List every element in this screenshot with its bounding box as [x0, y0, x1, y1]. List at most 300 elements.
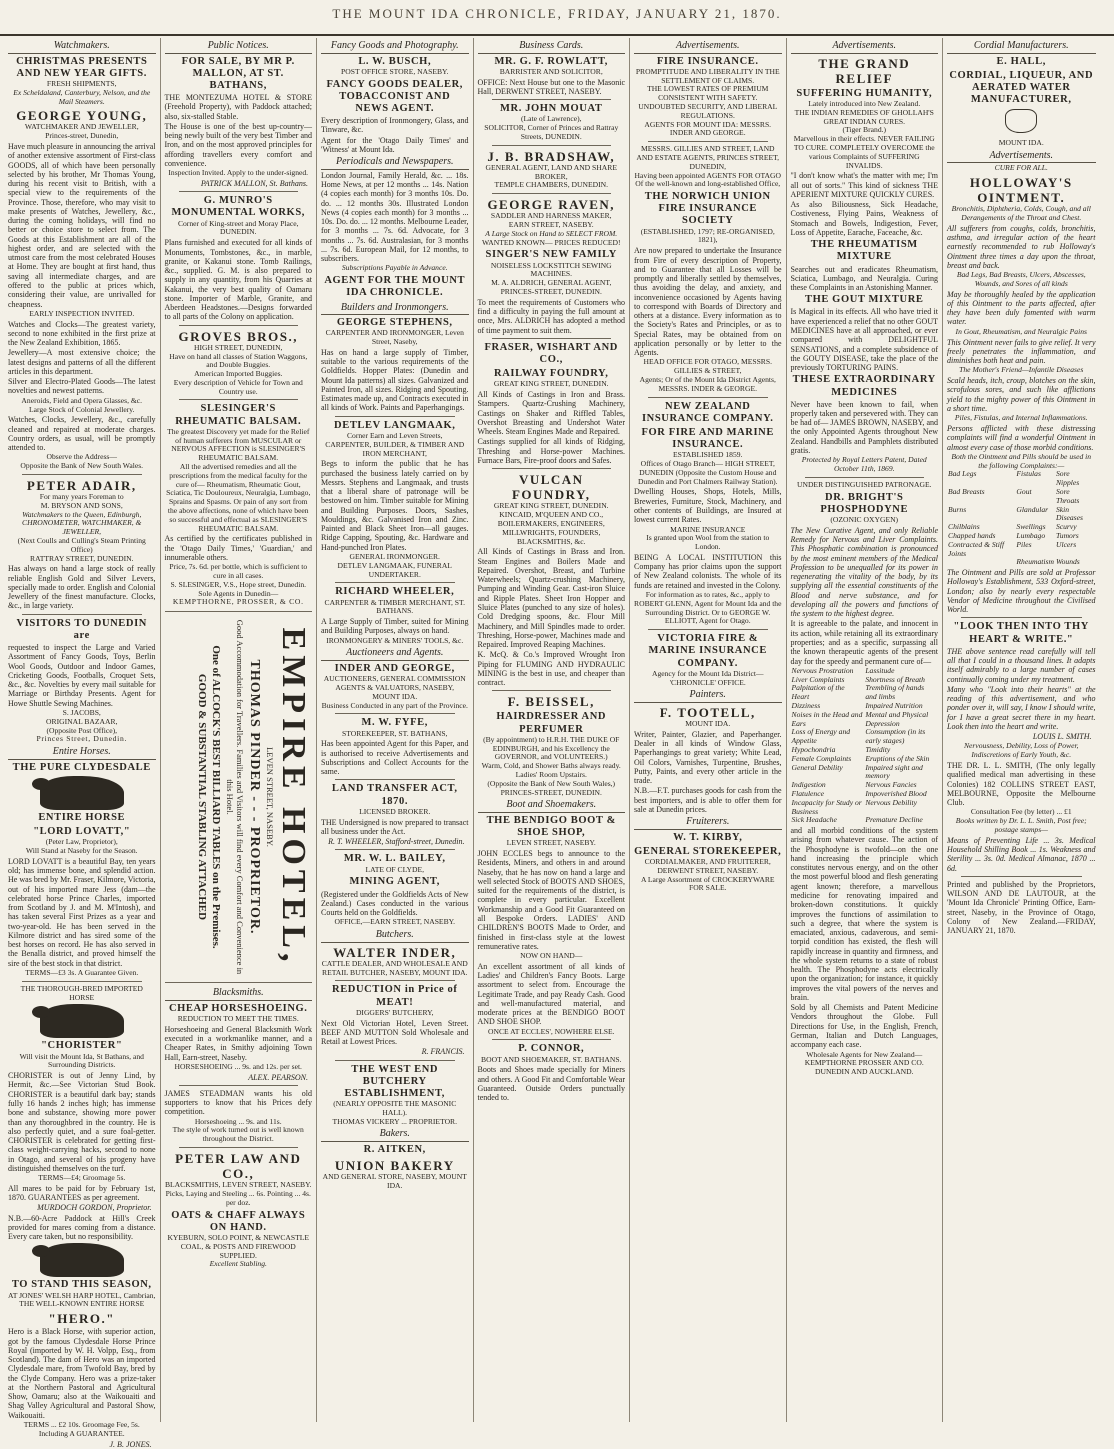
ad-subheading: For many years Foreman to	[39, 492, 124, 502]
ad-body: Has on hand a large supply of Timber, suitable to the various requirements of the Goldfields. Hopper Plates: (Dunedin and Mount Ida patterns) all sizes. Galvanized and Painted Iron, all sizes. Ridging and Spouting. Estimates made up, and Contracts executed in all kinds of Work. Paints and Paperhangings.	[321, 347, 469, 413]
table-cell: Dizziness	[791, 700, 821, 710]
ad-heading: FANCY GOODS DEALER, TOBACCONIST AND NEWS AGENT.	[326, 78, 464, 114]
section-heading: Fancy Goods and Photography.	[321, 40, 469, 54]
ad-body: Large Stock of Colonial Jewellery.	[29, 404, 135, 414]
ad-body: Agents; Or of the Mount Ida District Agents, MESSRS. INDER & GEORGE.	[639, 375, 776, 393]
table-cell: Piles	[1016, 539, 1032, 549]
ad-body: S. SLESINGER, V.S., Hope street, Dunedin.	[170, 579, 307, 589]
ad-body: Good Accommodation for Travellers. Families and Visitors will find every Comfort and Convenience in this Hotel.	[225, 619, 246, 975]
table-row	[947, 470, 1096, 488]
ad-subheading: (ESTABLISHED, 1797; RE-ORGANISED, 1821),	[640, 226, 775, 245]
ad-body: ONCE AT ECCLES', NOWHERE ELSE.	[487, 1026, 615, 1036]
ad-body: All Kinds of Castings in Iron and Brass. Stampers. Quartz-Crushing Machinery, Castings on Shaker and Riffled Tables, Overshot Breasting and Undershot Water Wheels. Steam Engines Made and Repaired.	[477, 390, 625, 437]
ad-body: SOLICITOR, Corner of Princes and Rattray Streets, DUNEDIN.	[484, 123, 619, 141]
divider	[961, 876, 1082, 877]
ad-subheading: LEVEN STREET, NASEBY.	[506, 838, 596, 848]
ad-body: N.B.—60-Acre Paddock at Hill's Creek provided for mares coming from a distance. Every care taken, but no responsibility.	[8, 1213, 156, 1242]
ad-body: Marvellous in their effects. NEVER FAILING TO CURE. COMPLETELY OVERCOME the various Complaints of SUFFERING INVALIDS.	[793, 134, 935, 170]
ad-heading: ENTIRE HORSE	[38, 811, 126, 823]
ad-body: Never have been known to fail, when properly taken and persevered with. They can be had of— JAMES BROWN, NASEBY, and the only Appointed Agents throughout New Zealand. Handbills and Pamphlets distributed gratis.	[790, 399, 938, 455]
section-heading: Auctioneers and Agents.	[321, 647, 469, 661]
table-row	[791, 764, 939, 782]
table-cell: Liver Complaints	[791, 674, 845, 684]
ad-body: The House is one of the best up-country—being newly built of the very best Timber and Iron, and on the most approved principles for affording travellers every comfort and convenience.	[164, 121, 312, 168]
ad-body: Boots and Shoes made specially for Miners and others. A Good Fit and Comfortable Wear Guaranteed. Outside Orders punctually tended to.	[477, 1065, 625, 1103]
ad-body: K. McQ. & Co.'s Improved Wrought Iron Piping for FLUMING AND HYDRAULIC MINING is the best in use, and cheaper than contract.	[477, 650, 625, 688]
table-cell: Swellings	[1016, 522, 1046, 532]
ad-heading: R. AITKEN,	[363, 1144, 426, 1156]
table-cell: Female Complaints	[791, 753, 852, 763]
table-cell: Tumors	[1055, 530, 1079, 540]
ad-body: THE INDIAN REMEDIES OF GHOLLAH'S GREAT INDIAN CURES.	[794, 107, 934, 126]
section-heading: Advertisements.	[634, 40, 782, 54]
ad-subheading: SUFFERING HUMANITY,	[796, 87, 933, 99]
section-heading: Bakers.	[321, 1128, 469, 1142]
ad-body: THOMAS VICKERY ... PROPRIETOR.	[332, 1116, 458, 1126]
ad-body: Begs to inform the public that he has purchased the business lately carried on by Messrs. Stephens and Langmaak, and trusts that a liberal share of patronage will be bestowed on him. Timber suitable for Mining and Building Purposes. Doors, Sashes, Mouldings, &c. Galvanised Iron and Zinc. Painted and Black Sheet Iron—all gauges. Ridge Capping, Spouting, &c. Hardware and Hand-punched Iron Plates.	[321, 459, 469, 552]
ad-body: An excellent assortment of all kinds of Ladies' and Children's Fancy Boots. Large assortment to select from. Encourage the Legitimate Trade, and pay Ready Cash. Good and well-manufactured material, and moderate prices at the BENDIGO BOOT AND SHOE SHOP.	[477, 961, 625, 1027]
ad-body: Jewellery—A most extensive choice; the latest designs and patterns of all the different articles in this department.	[8, 348, 156, 376]
table-cell: Eruptions of the Skin	[865, 753, 930, 763]
ad-body: Has always on hand a large stock of really reliable English Gold and Silver Levers, specially made to order. English and Colonial Jewellery of the finest manufacture. Clocks, &c., in large variety.	[8, 564, 156, 611]
section-heading: Public Notices.	[165, 40, 313, 54]
ad-body: (NEARLY OPPOSITE THE MASONIC HALL).	[333, 1099, 457, 1117]
ad-body: Has been appointed Agent for this Paper, and is authorised to receive Advertisements and Subscriptions and Collect Accounts for the same.	[321, 739, 469, 777]
divider	[335, 1060, 455, 1061]
ad-subheading: REDUCTION TO MEET THE TIMES.	[177, 1013, 299, 1023]
ad-subheading: Princes-street, Dunedin,	[45, 131, 119, 141]
ad-body: DETLEV LANGMAAK, FUNERAL UNDERTAKER.	[337, 560, 452, 579]
table-row	[947, 558, 1096, 567]
table-cell: Consumption (in its early stages)	[865, 727, 926, 746]
ad-subheading: In Gout, Rheumatism, and Neuralgic Pains	[955, 326, 1087, 336]
ad-heading: VULCAN FOUNDRY,	[511, 472, 591, 503]
section-heading: Watchmakers.	[8, 40, 156, 54]
divider	[492, 193, 612, 194]
divider	[492, 338, 612, 339]
table-cell: Sore Throats	[1055, 486, 1080, 505]
ad-body: Having been appointed AGENTS FOR OTAGO Of the well-known and long-established Office,	[634, 170, 781, 189]
ad-heading: GEORGE YOUNG,	[16, 108, 148, 124]
table-cell: Sore Nipples	[1055, 469, 1080, 488]
ad-subheading: CARPENTER AND IRONMONGER, Leven Street, Naseby,	[325, 328, 464, 347]
ad-body: Lately introduced into New Zealand.	[808, 98, 921, 108]
horse-illustration	[40, 1243, 124, 1277]
ad-body: Agency for the Mount Ida District—	[651, 668, 764, 678]
ad-body: KINCAID, M'QUEEN AND CO., BOILERMAKERS, ENGINEERS, MILLWRIGHTS, FOUNDERS, BLACKSMITHS, &c.	[497, 510, 605, 546]
ad-body: Observe the Address—	[46, 452, 117, 462]
column-2	[161, 38, 318, 1422]
divider	[492, 99, 612, 100]
divider	[492, 1039, 612, 1040]
table-row	[791, 728, 939, 746]
ad-heading: FRASER, WISHART AND CO.,	[484, 341, 618, 365]
ad-body: The style of work turned out is well known throughout the District.	[172, 1125, 304, 1144]
ad-body: Horseshoeing ... 9s. and 11s.	[194, 1116, 282, 1126]
column-3	[317, 38, 474, 1422]
divider	[335, 849, 455, 850]
ad-subheading: M. BRYSON AND SONS,	[40, 500, 123, 510]
divider	[179, 191, 299, 192]
rotated-advert-text	[165, 614, 311, 980]
ad-body: THE DR. L. L. SMITH, (The only legally qualified medical man advertising in these Colonies) 182 COLLINS STREET EAST, MELBOURNE, Opposite the Melbourne Club.	[947, 761, 1096, 808]
ad-subheading: Piles, Fistulas, and Internal Inflammations.	[954, 413, 1088, 423]
ad-body: To meet the requirements of Customers who find a difficulty in paying the full amount at once, Mrs. ALDRICH has adopted a method of time payment to suit them.	[477, 297, 625, 335]
ad-body: MESSRS. GILLIES AND STREET, LAND AND ESTATE AGENTS, PRINCES STREET, DUNEDIN,	[636, 144, 780, 171]
ad-body: KEMPTHORNE, PROSSER, & CO.	[172, 597, 304, 607]
ad-body: GOOD & SUBSTANTIAL STABLING ATTACHED	[196, 674, 208, 921]
ad-body: GENERAL IRONMONGER.	[349, 551, 440, 561]
ad-subheading: CARPENTER & TIMBER MERCHANT, ST. BATHANS.	[324, 597, 465, 616]
ad-body: MARINE INSURANCE	[670, 524, 746, 534]
ad-heading: RICHARD WHEELER,	[335, 586, 455, 598]
ad-body: LICENSED BROKER.	[359, 806, 431, 816]
column-7	[943, 38, 1100, 1422]
ad-subheading: RAILWAY FOUNDRY,	[494, 368, 609, 380]
section-heading: Builders and Ironmongers.	[321, 302, 469, 316]
ad-heading: GENERAL STOREKEEPER,	[634, 845, 782, 857]
table-row	[947, 506, 1096, 524]
ad-body: ESTABLISHED 1859.	[673, 450, 743, 460]
divider	[22, 474, 142, 475]
ad-subheading: AUCTIONEERS, GENERAL COMMISSION AGENTS & VALUATORS, NASEBY, MOUNT IDA.	[323, 674, 466, 701]
ad-signature: R. T. WHEELER, Stafford-street, Dunedin.	[328, 837, 465, 847]
section-heading: Business Cards.	[478, 40, 626, 54]
ad-heading: LAND TRANSFER ACT, 1870.	[331, 783, 458, 807]
ad-heading: VISITORS TO DUNEDIN are	[16, 617, 147, 641]
ad-body: Will visit the Mount Ida, St Bathans, and Surrounding Districts.	[19, 1051, 144, 1070]
ad-body: Inspection Invited. Apply to the under-signed.	[168, 168, 309, 178]
ad-body: (Opposite the Bank of New South Wales,) PRINCES-STREET, DUNEDIN.	[487, 778, 616, 797]
ad-subheading: Will Stand at Naseby for the Season.	[25, 846, 138, 856]
table-row	[791, 711, 939, 729]
table-cell: Mental and Physical Depression	[865, 709, 929, 728]
table-cell: Impoverished Blood	[865, 788, 927, 798]
table-cell: General Debility	[791, 762, 843, 772]
ad-body: TERMS—£4; Groomage 5s.	[38, 1173, 126, 1183]
ad-signature: J. B. JONES.	[109, 1439, 152, 1449]
table-cell: Wounds	[1055, 557, 1080, 567]
ad-body: Agent for the 'Otago Daily Times' and 'Witness' at Mount Ida.	[321, 135, 469, 154]
ad-body: EARN STREET, NASEBY.	[508, 220, 594, 229]
table-cell: Lassitude	[865, 665, 895, 675]
ad-body: NOW ON HAND—	[520, 951, 583, 961]
ad-body: One of ALCOCK'S BEST BILLIARD TABLES on the Premises.	[210, 645, 223, 949]
ad-subheading: BARRISTER AND SOLICITOR,	[499, 66, 603, 76]
complaints-table	[947, 470, 1096, 567]
ad-body: UNDER DISTINGUISHED PATRONAGE.	[796, 479, 932, 489]
ad-subheading: Bad Legs, Bad Breasts, Ulcers, Abscesses, Wounds, and Sores of all kinds	[956, 270, 1086, 288]
ad-heading: CHRISTMAS PRESENTS AND NEW YEAR GIFTS.	[16, 55, 148, 79]
ad-body: Princes Street, Dunedin.	[36, 734, 128, 744]
ad-subheading: WATCHMAKER AND JEWELLER,	[24, 122, 139, 132]
ad-heading: THESE EXTRAORDINARY MEDICINES	[792, 374, 936, 398]
table-cell: Nervous Fancies	[865, 780, 917, 790]
divider	[335, 582, 455, 583]
ad-body: It is agreeable to the palate, and innocent in its action, while retaining all its extraordinary properties; and as a specific, surpassing all the known therapeutic agents of the present day for the speedy and permanent cure of—	[790, 619, 938, 666]
table-cell: Nervous Prostration	[791, 665, 854, 675]
ad-body: THE LOWEST RATES OF PREMIUM CONSISTENT WITH SAFETY.	[647, 84, 769, 103]
ad-subheading: NOISELESS LOCKSTITCH SEWING MACHINES.	[490, 260, 612, 279]
ad-body: HEAD OFFICE FOR OTAGO, MESSRS. GILLIES & STREET,	[643, 357, 772, 376]
ad-heading: L. W. BUSCH,	[358, 55, 432, 67]
ad-subheading: BOOT AND SHOEMAKER, ST. BATHANS.	[481, 1054, 622, 1064]
table-row	[791, 799, 939, 817]
ad-body: EARLY INSPECTION INVITED.	[29, 308, 135, 318]
column-6	[787, 38, 944, 1422]
ad-body: A Large Supply of Timber, suited for Mining and Building Purposes, always on hand.	[321, 617, 469, 636]
ad-body: Silver and Electro-Plated Goods—The latest novelties and newest patterns.	[8, 377, 156, 396]
ad-body: TERMS ... £2 10s. Groomage Fee, 5s.	[23, 1419, 140, 1429]
ad-body: Bronchitis, Diphtheria, Colds, Cough, and all Derangements of the Throat and Chest.	[951, 204, 1091, 222]
ad-subheading: SADDLER AND HARNESS MAKER,	[490, 211, 612, 221]
ad-heading: EMPIRE HOTEL,	[275, 627, 313, 967]
ad-subheading: POST OFFICE STORE, NASEBY.	[341, 66, 449, 76]
ad-heading: MR. JOHN MOUAT	[500, 103, 603, 115]
ad-body: Means of Preventing Life ... 3s. Medical Household Shilling Book ... 1s. Weakness and Sterility ... 3s. 0d. Medical Almanac, 1870 ... 6d.	[947, 835, 1096, 873]
ad-body: BEING A LOCAL INSTITUTION this Company has prior claims upon the support of New Zealand colonists. The whole of its funds are retained and invested in the Colony.	[634, 552, 782, 590]
divider	[648, 397, 768, 398]
ad-heading: THE GRAND RELIEF	[818, 55, 911, 86]
ad-body: Consultation Fee (by letter) ... £1	[970, 807, 1072, 817]
ad-body: OFFICE: Next House but one to the Masonic Hall, DERWENT STREET, NASEBY.	[477, 77, 625, 96]
table-cell: Impaired sight and memory	[865, 762, 923, 781]
ad-heading: VICTORIA FIRE & MARINE INSURANCE COMPANY.	[648, 633, 767, 669]
ad-body: Watches and Clocks—The greatest variety, second to none exhibited in the first prize at the New Zealand Exhibition, 1865.	[8, 319, 156, 348]
ad-heading: CORDIAL, LIQUEUR, AND AERATED WATER MANUFACTURER,	[949, 69, 1094, 106]
divider	[805, 477, 925, 478]
ad-body: Watches, Clocks, Jewellery, &c., carefully cleaned and repaired at moderate charges. Country orders, as usual, will be promptly attended to.	[8, 415, 156, 453]
empire-hotel-advert	[165, 611, 313, 983]
ad-heading: THE GOUT MIXTURE	[804, 294, 924, 306]
ad-body: All sufferers from coughs, colds, bronchitis, asthma, and irregular action of the heart earnestly recommended to rub Holloway's Ointment three times a day upon the throat, breast and back.	[947, 223, 1096, 270]
ad-body: London Journal, Family Herald, &c. ... 18s. Home News, at per 12 months ... 14s. Nation (4 copies each month) for 3 months 10s. Do. do. ... 12 months 30s. Illustrated London News (4 copies each month) for 3 months ... 10s. Do. do. ... 12 months. Melbourne Leader, for 3 months ... 7s. 6d. Advocate, for 3 months ... 7s. 6d. Australasian, for 3 months ... 7s. 6d. European Mail, for 12 months, to subscribers.	[321, 170, 469, 264]
ad-body: As certified by the certificates published in the 'Otago Daily Times,' 'Guardian,' and innumerable others.	[164, 534, 312, 562]
ad-body: THE above sentence read carefully will tell all that I could in a thousand lines. It adapts itself admirably to a large number of cases continually coming under my treatment.	[947, 646, 1096, 684]
ad-body: 'CHRONICLE' OFFICE.	[669, 677, 746, 687]
ad-body: American Imported Buggies.	[194, 369, 283, 379]
ad-heading: SLESINGER'S RHEUMATIC BALSAM.	[175, 403, 302, 427]
ad-heading: E. HALL,	[996, 55, 1046, 67]
ad-body: Wholesale Agents for New Zealand— KEMPTHORNE PROSSER AND CO. DUNEDIN AND AUCKLAND.	[804, 1049, 924, 1077]
ad-heading: PETER LAW AND CO.,	[175, 1151, 302, 1182]
ad-body: Are now prepared to undertake the Insurance from Fire of every description of Property, and to Guarantee that all Losses will be promptly and liberally settled by themselves, thus avoiding the delay, and anxiety, and inconvenience occasioned by Agents having to correspond with Boards of Directory and others at a distance. Every information as to the Society's Rates and Principles, or as to Special Rates, may be obtained from on application personally or by letter to the Agents.	[634, 246, 782, 358]
masthead-title: THE MOUNT IDA CHRONICLE, FRIDAY, JANUARY 21, 1870.	[332, 6, 782, 21]
ad-heading: TO STAND THIS SEASON,	[11, 1279, 152, 1291]
ad-subheading: HIGH STREET, DUNEDIN,	[194, 342, 283, 352]
ad-body: Nervousness, Debility, Loss of Power, Indiscretions of Early Youth, &c.	[963, 741, 1079, 760]
ad-body: OATS & CHAFF ALWAYS ON HAND.	[171, 1209, 306, 1233]
table-row	[791, 816, 939, 825]
table-cell: Burns	[948, 504, 967, 514]
ad-heading: DETLEV LANGMAAK,	[334, 419, 456, 431]
imprint: Printed and published by the Proprietors, WILSON AND DE LAUTOUR, at the 'Mount Ida Chronicle' Printing Office, Earn-street, Naseby, in the Province of Otago, Colony of New Zealand.—FRIDAY, JANUARY 21, 1870.	[947, 879, 1096, 936]
ad-body: Excellent Stabling.	[209, 1259, 267, 1269]
ad-body: THE MONTEZUMA HOTEL & STORE (Freehold Property), with Paddock attached; also, six-stalled Stable.	[164, 93, 312, 121]
ad-body: Warm, Cold, and Shower Baths always ready.	[481, 761, 621, 771]
section-heading: Periodicals and Newspapers.	[321, 156, 469, 170]
ad-heading: CHEAP HORSESHOEING.	[168, 1002, 308, 1014]
divider	[648, 629, 768, 630]
ad-body: Books written by Dr. L. L. Smith, Post free; postage stamps—	[955, 816, 1087, 834]
ad-body: CURE FOR ALL.	[994, 163, 1048, 173]
ad-heading: THE PURE CLYDESDALE	[12, 761, 151, 773]
ad-body: Business Conducted in any part of the Province.	[321, 700, 468, 710]
ad-subheading: BLACKSMITHS, LEVEN STREET, NASEBY.	[164, 1180, 312, 1190]
ad-body: WANTED KNOWN— PRICES REDUCED!	[481, 237, 621, 247]
ad-body: A Large Assortment of CROCKERYWARE FOR SALE.	[640, 874, 775, 893]
table-cell: Hypochondria	[791, 744, 836, 754]
divider	[492, 468, 612, 469]
ad-body: Every description of Vehicle for Town and Country use.	[173, 377, 303, 396]
section-heading: Advertisements.	[947, 150, 1096, 164]
ad-body: HORSESHOEING ... 9s. and 12s. per set.	[174, 1061, 302, 1071]
ad-body: This Ointment never fails to give relief. It very freely penetrates the inflammation, and diminishes both heat and pain.	[947, 337, 1096, 366]
column-4	[474, 38, 631, 1422]
ad-subheading: LATE OF CLYDE,	[365, 864, 424, 874]
ad-body: A Large Stock on Hand to SELECT FROM.	[485, 228, 618, 238]
ad-body: PROMPTITUDE AND LIBERALITY IN THE SETTLEMENT OF CLAIMS.	[635, 66, 780, 85]
ad-body: Many who "Look into their hearts" at the reading of this advertisement, and who ponder over it, will say, I know I should write, for I have a great secret there in my heart. Look then into the heart and write.	[947, 684, 1096, 731]
table-cell: Palpitation of the Heart	[791, 683, 845, 702]
ad-body: Is Magical in its effects. All who have tried it have experienced a relief that no other GOUT MEDICINES have at all approached, or ever compared with DELIGHTFUL SENSATIONS, and a complete subsidence of the GOUTY DISEASE, take the place of the previously TORTURING PAINS.	[790, 307, 938, 373]
ad-body: (Next Coulls and Culling's Steam Printing Office)	[17, 536, 146, 554]
divider	[492, 690, 612, 691]
ad-subheading: MOUNT IDA.	[685, 718, 731, 728]
ad-body: All the advertised remedies and all the prescriptions from the medical faculty for the cure of— Rheumatism, Rheumatic Gout, Sciatica, Tic Douloureux, Neuralgia, Lumbago, Sprains and Spasms. Or pain of any sort from the above affections, none of which have been so successful and effectual as SLESINGER'S RHEUMATIC BALSAM.	[166, 462, 311, 533]
ad-body: GREAT KING STREET, DUNEDIN.	[493, 379, 609, 389]
section-heading: Entire Horses.	[8, 746, 156, 760]
table-cell: Bad Legs	[948, 469, 977, 479]
section-heading: Boot and Shoemakers.	[478, 799, 626, 813]
ad-heading: G. MUNRO'S MONUMENTAL WORKS,	[171, 195, 305, 219]
table-cell: Scurvy	[1055, 522, 1077, 532]
divider	[335, 779, 455, 780]
section-heading: Cordial Manufacturers.	[947, 40, 1096, 54]
table-cell	[947, 558, 1015, 567]
divider	[335, 416, 455, 417]
ad-body: Next Old Victorian Hotel, Leven Street. BEEF AND MUTTON Sold Wholesale and Retail at Lowest Prices.	[321, 1018, 469, 1047]
divider	[648, 141, 768, 142]
table-row	[947, 541, 1096, 559]
ad-heading: "HERO."	[48, 1311, 115, 1327]
table-cell: Sick Headache	[791, 815, 837, 825]
ad-heading: NEW ZEALAND INSURANCE COMPANY.	[641, 400, 774, 424]
ad-body: N.B.—F.T. purchases goods for cash from the best importers, and is able to offer them for sale at Dunedin prices.	[634, 786, 782, 814]
ad-subheading: THE WELL-KNOWN ENTIRE HORSE	[19, 1299, 145, 1309]
ad-heading: MR. W. L. BAILEY,	[343, 853, 446, 865]
ad-body: OFFICE,—EARN STREET, NASEBY.	[334, 917, 456, 927]
ad-body: All mares to be paid for by February 1st, 1870. GUARANTEES as per agreement.	[8, 1183, 156, 1203]
ad-body: Subscriptions Payable in Advance.	[341, 263, 448, 273]
ad-body: As also Biliousness, Sick Headache, Costiveness, Flying Pains, Weakness of Stomach and Bowels, Indigestion, Fever, Loss of Appetite, Earache, Faceache, &c.	[790, 200, 938, 237]
ad-heading: P. CONNOR,	[518, 1043, 585, 1055]
table-cell: Indigestion	[791, 780, 826, 790]
ad-body: Aneroids, Field and Opera Glasses, &c.	[21, 395, 143, 405]
ad-body: The New Curative Agent, and only Reliable Remedy for Nervous and Liver Complaints. This Phosphatic combination is pronounced by the most eminent members of the Medical Profession to be unequalled for its power in regenerating the vitality of the body, by its supplying all the essential constituents of the Blood and nerve substance, and for developing all the powers and functions of the system to the highest degree.	[790, 525, 938, 619]
ad-heading: UNION BAKERY	[334, 1158, 455, 1174]
ad-body: IRONMONGERY & MINERS' TOOLS, &c.	[326, 635, 464, 645]
ad-body: Ladies' Room Upstairs.	[515, 769, 587, 779]
ad-heading: M. W. FYFE,	[361, 717, 428, 729]
ad-subheading: Corner of King-street and Moray Place, DUNEDIN.	[177, 218, 299, 237]
horse-illustration	[40, 1004, 124, 1038]
ad-heading: THE RHEUMATISM MIXTURE	[810, 239, 918, 263]
ad-heading: DR. BRIGHT'S PHOSPHODYNE	[820, 491, 909, 515]
divider	[335, 980, 455, 981]
ad-heading: J. B. BRADSHAW,	[487, 148, 616, 164]
ad-body: Opposite the Bank of New South Wales.	[20, 461, 144, 471]
ad-body: Castings supplied for all kinds of Ridging, Threshing and Horse-power Machines. Furnace Bars, Fire-proof doors and Safes.	[477, 437, 625, 465]
ad-subheading: CARPENTER, BUILDER, & TIMBER AND IRON MERCHANT,	[325, 439, 465, 458]
ad-body: Including A GUARANTEE.	[38, 1428, 125, 1438]
flask-illustration	[947, 109, 1096, 136]
ad-heading: MR. G. F. ROWLATT,	[494, 55, 609, 67]
ad-body: Sold by all Chemists and Patent Medicine Vendors throughout the Globe. Full Directions for Use, in the English, French, German, Italian and Dutch Languages, accompany each case.	[790, 1003, 938, 1050]
ad-heading: SINGER'S NEW FAMILY	[485, 249, 617, 261]
ad-signature: MURDOCH GORDON, Proprietor.	[37, 1203, 152, 1213]
table-cell: Incapacity for Study or Business	[791, 797, 862, 816]
ad-subheading: DIGGERS' BUTCHERY,	[355, 1007, 434, 1017]
ad-body: The greatest Discovery yet made for the Relief of human sufferers from MUSCULAR or NERVOUS AFFECTION is SLESINGER'S RHEUMATIC BALSAM.	[167, 426, 310, 463]
ad-body: Every description of Ironmongery, Glass, and Tinware, &c.	[321, 116, 469, 135]
ad-body: (Opposite Post Office),	[46, 725, 117, 735]
column-1	[4, 38, 161, 1449]
ad-heading: "LOOK THEN INTO THY HEART & WRITE."	[953, 621, 1089, 645]
ad-body: FOR FIRE AND MARINE INSURANCE.	[641, 426, 774, 451]
ad-body: KYEBURN, SOLO POINT, & NEWCASTLE COAL, & POSTS AND FIREWOOD SUPPLIED.	[167, 1232, 310, 1260]
ad-body: Picks, Laying and Steeling ... 6s. Pointing ... 4s. per doz.	[165, 1189, 311, 1207]
ad-signature: LOUIS L. SMITH.	[1032, 732, 1092, 742]
ad-heading: GEORGE STEPHENS,	[336, 317, 453, 329]
ad-heading: JAMES STEADMAN wants his old supporters to know that his Prices defy competition.	[164, 1088, 312, 1117]
horse-illustration	[40, 776, 124, 810]
ad-body: Is granted upon Wool from the station to London.	[646, 533, 770, 552]
ad-heading: GROVES BROS.,	[178, 328, 299, 344]
ad-body: Searches out and eradicates Rheumatism, Sciatica, Lumbago, and Neuralgia. Curing these Complaints in an Astonishing Manner.	[790, 264, 938, 293]
table-cell: Skin Diseases	[1055, 504, 1083, 523]
ad-body: TERMS—£3 3s. A Guarantee Given.	[25, 968, 139, 978]
ad-body: Sole Agents in Dunedin—	[198, 588, 279, 598]
ad-subheading: Corner Earn and Leven Streets,	[346, 430, 443, 440]
ad-subheading: AT JONES' WELSH HARP HOTEL, Cambrian,	[8, 1290, 156, 1300]
ad-body: ORIGINAL BAZAAR,	[46, 716, 118, 726]
divider	[22, 614, 142, 615]
ad-body: Hero is a Black Horse, with superior action, got by the famous Clydesdale Horse Prince Royal (imported by W. H. Volpp, Esq., from Scotland). The dam of Hero was an imported Clydesdale mare, from Twofold Bay, bred by the Clyde Company. Hero was a prize-taker at the Northern Pastoral and Agricultural Show, Oamaru; also at the Waikouaiti and Shag Valley Agricultural and Pastoral Show, Waikouaiti.	[8, 1327, 156, 1420]
table-cell: Chilblains	[948, 522, 980, 532]
ad-body: AGENT FOR THE MOUNT IDA CHRONICLE.	[324, 275, 466, 299]
ad-heading: INDER AND GEORGE,	[334, 663, 455, 675]
table-cell: Trembling of hands and limbs	[865, 683, 925, 702]
table-cell: Fistulas	[1016, 469, 1041, 479]
ad-body: JOHN ECCLES begs to announce to the Residents, Miners, and others in and around Naseby, that he has now on hand a large and well selected Stock of BOOTS AND SHOES, suited for the requirements of the district, is complete in every particular. Excellent Workmanship and a Good Fit Guaranteed on all Bespoke Orders. LADIES' AND CHILDREN'S BOOTS Made to Order, and finished in first-class style at the lowest remunerative rates.	[477, 849, 625, 951]
table-cell: Bad Breasts	[948, 486, 985, 496]
ad-body: and all morbid conditions of the system arising from whatever cause. The action of the Phosphodyne is twofold—on the one hand increasing the principle which constitutes nervous energy, and on the other the most powerful blood and flesh generating agent known; therefore, a marvellous medicine for renovating impaired and broken-down constitutions. It quickly improves the functions of assimilation to such a degree, that where the system is emaciated, anxious, cadaverous, and semi-torpid condition has existed, the flesh will rapidly increase in quantity and firmness, and the whole system returns to a state of robust health. The Phosphodyne acts electrically upon the organization; for instance, it quickly improves the vital powers of the nerves and brain.	[790, 826, 938, 1002]
table-cell: Chapped hands	[948, 530, 996, 540]
ad-body: M. A. ALDRICH, GENERAL AGENT, PRINCES-STREET, DUNEDIN.	[491, 278, 612, 296]
ad-heading: HOLLOWAY'S OINTMENT.	[969, 174, 1073, 206]
ad-body: AGENTS FOR MOUNT IDA: MESSRS. INDER AND GEORGE.	[644, 119, 772, 138]
ad-signature: R. FRANCIS.	[421, 1047, 465, 1057]
section-heading: Blacksmiths.	[165, 987, 313, 1001]
column-5	[630, 38, 787, 1422]
ad-subheading: LEVEN STREET, NASEBY.	[265, 747, 276, 848]
ad-subheading: THE THOROUGH-BRED IMPORTED HORSE	[20, 983, 143, 1002]
columns	[4, 38, 1110, 1449]
table-cell: Noises in the Head and Ears	[791, 709, 863, 728]
ad-heading: THE NORWICH UNION FIRE INSURANCE SOCIETY	[644, 191, 771, 227]
ad-body: Price, 7s. 6d. per bottle, which is sufficient to cure in all cases.	[169, 562, 308, 580]
